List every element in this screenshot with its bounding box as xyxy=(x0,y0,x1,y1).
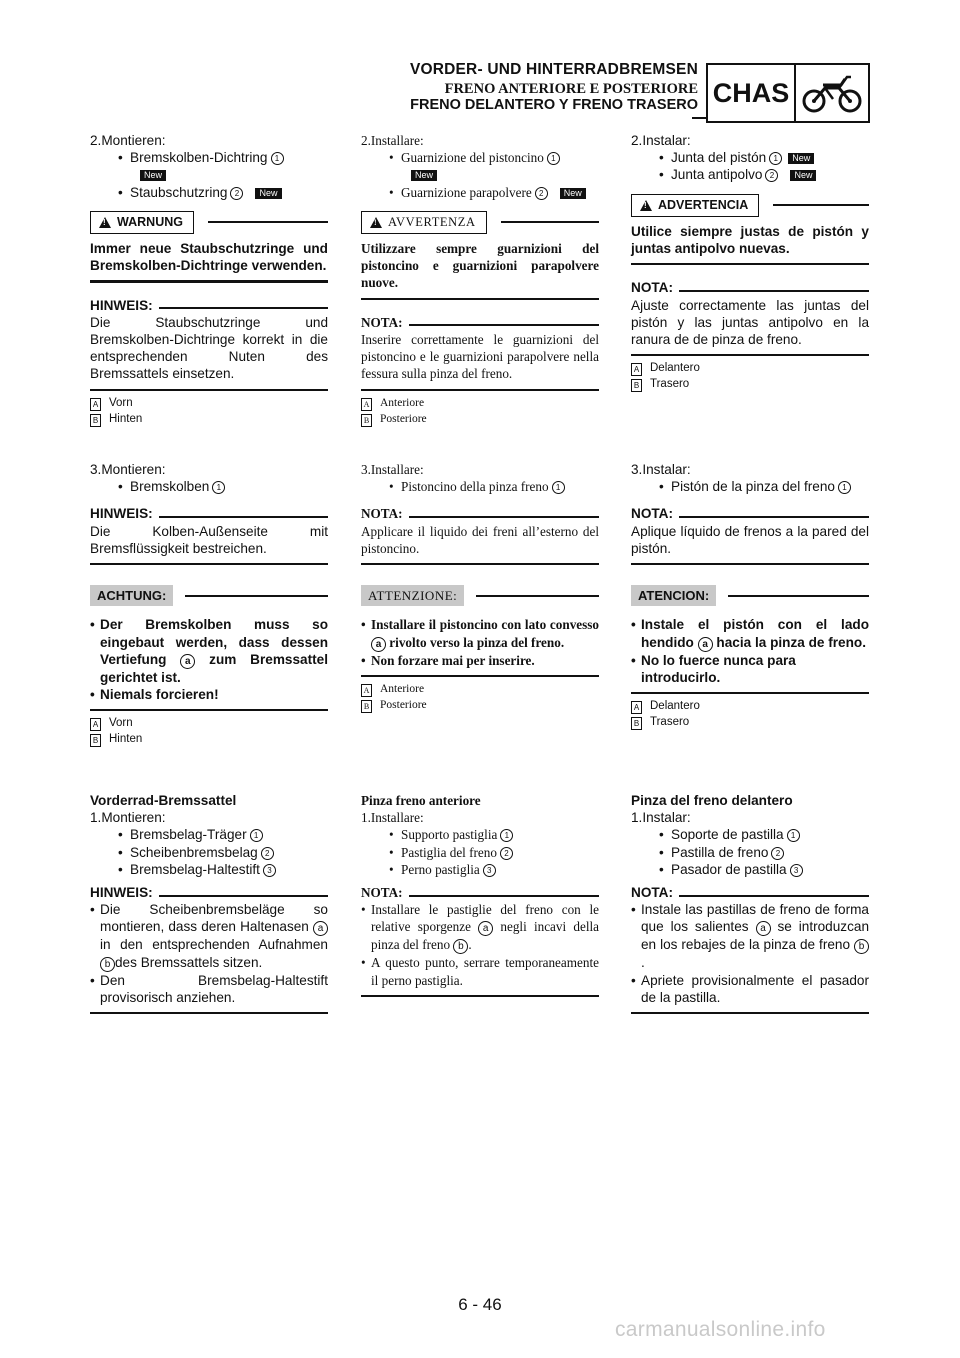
part-name: Pastiglia del freno xyxy=(401,844,497,860)
step-verb: Montieren: xyxy=(101,462,166,477)
list-item: • Bremsbelag-Haltestift 3 xyxy=(90,861,328,878)
legend xyxy=(90,715,328,747)
section-heading: Pinza del freno delantero xyxy=(631,793,793,808)
note-header xyxy=(90,884,328,901)
warning-box xyxy=(361,211,487,234)
ref-number: 1 xyxy=(547,152,560,165)
divider xyxy=(773,204,869,206)
new-badge-row xyxy=(90,166,328,183)
legend-text: Trasero xyxy=(650,378,690,391)
note-text-part: A questo punto, serrare temporaneamente il perno pastiglia. xyxy=(371,955,599,988)
ref-number: 1 xyxy=(250,829,263,842)
note-text-part: Die Scheibenbremsbeläge so montieren, dass deren Haltenasen xyxy=(100,902,328,935)
section-badge xyxy=(706,63,870,123)
legend-key: A xyxy=(90,718,101,731)
note-label: NOTA: xyxy=(631,280,674,296)
step-3 xyxy=(90,461,328,478)
warning-box xyxy=(90,211,194,234)
part-name: Perno pastiglia xyxy=(401,861,480,877)
legend-item xyxy=(361,395,599,411)
step-2 xyxy=(631,132,869,149)
list-item: • Bremskolben-Dichtring 1 xyxy=(90,149,328,166)
note-item: • Apriete provisionalmente el pasador de la pastilla. xyxy=(631,972,869,1005)
motorcycle-icon xyxy=(796,65,868,121)
step-number: 1. xyxy=(90,810,102,826)
legend-text: Anteriore xyxy=(380,396,425,409)
legend-key: A xyxy=(631,363,642,376)
note-text-part: se introduzcan en los rebajes de la pinza de freno xyxy=(641,919,870,953)
note-text-part: Installare le pastiglie del freno con le relative sporgenze xyxy=(371,902,599,935)
divider xyxy=(159,516,328,518)
note-label: HINWEIS: xyxy=(90,885,153,901)
new-badge: New xyxy=(255,188,281,199)
caution-label: ATENCION: xyxy=(631,585,716,606)
divider xyxy=(631,263,869,265)
ref-number: 3 xyxy=(790,864,803,877)
ref-number: 1 xyxy=(212,481,225,494)
legend-item xyxy=(361,411,599,427)
ref-letter: b xyxy=(854,939,869,954)
divider xyxy=(208,221,328,223)
list-item: • Bremskolben 1 xyxy=(90,478,328,495)
caution-item: • No lo fuerce nunca para introducirlo. xyxy=(631,652,869,686)
new-badge: New xyxy=(790,170,816,181)
caution-item: • Der Bremskolben muss so eingebaut werden, dass dessen Vertiefung a zum Bremssattel gerichtet ist. xyxy=(90,617,329,685)
step-number: 1. xyxy=(631,810,643,826)
legend-key: B xyxy=(361,700,372,713)
note-text: Applicare il liquido dei freni all’esterno del pistoncino. xyxy=(361,523,599,556)
list-item: • Junta antipolvo 2 New xyxy=(631,166,869,183)
warning-icon xyxy=(370,217,382,228)
divider xyxy=(631,354,869,356)
divider xyxy=(679,895,869,897)
new-badge: New xyxy=(788,153,814,164)
warning-label: ADVERTENCIA xyxy=(658,197,749,212)
legend xyxy=(90,395,328,427)
note-item: • Instale las pastillas de freno de forma que los salientes a se introduzcan en los rebajes de la pinza de freno b. xyxy=(631,902,870,971)
note-list xyxy=(90,901,328,1006)
note-text-part: . xyxy=(468,937,472,953)
step-verb: Montieren: xyxy=(101,810,166,826)
note-label: HINWEIS: xyxy=(90,506,153,522)
ref-number: 1 xyxy=(500,829,513,842)
caution-header xyxy=(631,585,869,606)
divider xyxy=(185,595,328,597)
divider xyxy=(90,709,328,711)
caution-text-part: rivolto verso la pinza del freno. xyxy=(389,634,565,650)
legend-item xyxy=(90,411,328,427)
legend-key: B xyxy=(361,414,372,427)
legend-key: B xyxy=(631,379,642,392)
ref-number: 1 xyxy=(769,152,782,165)
ref-letter: b xyxy=(453,939,468,954)
divider xyxy=(679,516,869,518)
step-verb: Montieren: xyxy=(101,133,166,148)
step-number: 2. xyxy=(631,133,643,148)
step-2 xyxy=(361,132,599,149)
note-label: NOTA: xyxy=(361,506,403,522)
list-item: • Scheibenbremsbelag 2 xyxy=(90,844,328,861)
note-header xyxy=(631,279,869,296)
part-name: Bremsbelag-Haltestift xyxy=(130,861,260,877)
watermark: carmanualsonline.info xyxy=(615,1318,826,1341)
note-text-part: Apriete provisionalmente el pasador de la pastilla. xyxy=(641,972,869,1005)
ref-number: 2 xyxy=(500,847,513,860)
column-block-3 xyxy=(90,792,328,1014)
note-header xyxy=(90,297,328,314)
ref-number: 3 xyxy=(483,864,496,877)
list-item: • Bremsbelag-Träger 1 xyxy=(90,826,328,843)
note-text-part: Den Bremsbelag-Haltestift provisorisch anziehen. xyxy=(100,972,328,1005)
divider xyxy=(631,692,869,694)
divider xyxy=(476,595,599,597)
part-name: Junta antipolvo xyxy=(671,167,763,183)
note-label: NOTA: xyxy=(631,885,674,901)
step-verb: Instalar: xyxy=(642,133,691,148)
step-2 xyxy=(90,132,328,149)
ref-number: 2 xyxy=(771,847,784,860)
list-item: • Pistón de la pinza del freno 1 xyxy=(631,478,869,495)
column-german xyxy=(90,132,328,427)
note-label: HINWEIS: xyxy=(90,297,153,313)
caution-text xyxy=(361,616,599,668)
caution-header xyxy=(361,585,599,606)
column-italian xyxy=(361,132,599,427)
legend-key: A xyxy=(361,684,372,697)
new-badge: New xyxy=(411,170,437,181)
warning-header xyxy=(631,194,869,217)
ref-number: 3 xyxy=(263,864,276,877)
header-title-it: FRENO ANTERIORE E POSTERIORE xyxy=(444,81,698,97)
legend-text: Anteriore xyxy=(380,683,425,695)
list-item: • Perno pastiglia 3 xyxy=(361,861,599,878)
part-name: Soporte de pastilla xyxy=(671,827,784,843)
new-badge-row xyxy=(361,166,599,183)
divider xyxy=(679,290,869,292)
legend-item xyxy=(90,731,328,747)
header-title-de: VORDER- UND HINTERRADBREMSEN xyxy=(409,61,698,78)
legend-item xyxy=(631,698,869,714)
caution-text-part: hacia la pinza de freno. xyxy=(716,634,866,650)
step-1 xyxy=(631,809,869,826)
divider xyxy=(90,389,328,391)
caution-text-part: Niemals forcieren! xyxy=(100,687,219,703)
divider xyxy=(90,563,328,565)
legend-key: A xyxy=(90,398,101,411)
note-header xyxy=(361,505,599,522)
step-number: 1. xyxy=(361,810,371,826)
divider xyxy=(409,895,599,897)
ref-number: 2 xyxy=(261,847,274,860)
part-name: Pistoncino della pinza freno xyxy=(401,479,549,495)
list-item: • Pasador de pastilla 3 xyxy=(631,861,869,878)
caution-header xyxy=(90,585,328,606)
caution-text-part: Installare il pistoncino con lato convesso xyxy=(371,617,599,633)
step-number: 2. xyxy=(361,133,371,148)
ref-letter: a xyxy=(371,637,386,652)
part-name: Pasador de pastilla xyxy=(671,861,787,877)
legend-item xyxy=(361,681,599,697)
legend-key: A xyxy=(631,701,642,714)
legend-text: Posteriore xyxy=(380,412,427,425)
note-header xyxy=(361,314,599,331)
step-3 xyxy=(361,461,599,478)
divider xyxy=(501,221,599,223)
part-name: Pistón de la pinza del freno xyxy=(671,479,835,495)
note-item: • A questo punto, serrare temporaneamente il perno pastiglia. xyxy=(361,955,599,988)
ref-letter: a xyxy=(698,637,713,652)
divider xyxy=(728,595,869,597)
list-item: • Pastilla de freno 2 xyxy=(631,844,869,861)
column-spanish xyxy=(631,132,869,392)
ref-number: 2 xyxy=(230,187,243,200)
note-text-part: Instale las pastillas de freno de forma que los salientes xyxy=(641,902,869,935)
divider xyxy=(361,389,599,391)
note-header xyxy=(90,505,328,522)
legend-item xyxy=(90,395,328,411)
warning-header xyxy=(361,211,599,234)
warning-box xyxy=(631,194,759,217)
step-number: 3. xyxy=(90,462,102,477)
note-header xyxy=(631,884,869,901)
part-name: Scheibenbremsbelag xyxy=(130,844,258,860)
ref-number: 2 xyxy=(765,169,778,182)
legend-text: Vorn xyxy=(109,396,133,409)
warning-icon xyxy=(99,217,111,228)
step-1 xyxy=(90,809,328,826)
list-item: • Junta del pistón 1 New xyxy=(631,149,869,166)
legend-item xyxy=(361,697,599,713)
divider xyxy=(90,1012,328,1014)
divider xyxy=(90,280,328,282)
caution-item: • Instale el pistón con el lado hendido a hacia la pinza de freno. xyxy=(631,617,869,650)
step-number: 3. xyxy=(361,462,371,477)
list-item: • Staubschutzring 2 New xyxy=(90,184,328,201)
divider xyxy=(361,298,599,300)
part-name: Bremskolben-Dichtring xyxy=(130,150,268,166)
note-label: NOTA: xyxy=(361,314,403,330)
step-verb: Installare: xyxy=(370,462,424,477)
ref-number: 1 xyxy=(271,152,284,165)
divider xyxy=(409,324,599,326)
list-item: • Guarnizione parapolvere 2 New xyxy=(361,184,599,201)
warning-text: Utilice siempre justas de pistón y juntas antipolvo nuevas. xyxy=(631,223,869,257)
caution-label: ATTENZIONE: xyxy=(361,585,464,606)
legend xyxy=(631,698,869,730)
ref-number: 2 xyxy=(535,187,548,200)
note-list xyxy=(361,901,599,989)
note-header xyxy=(361,884,599,901)
note-text-part: des Bremssattels sitzen. xyxy=(115,954,263,970)
ref-number: 1 xyxy=(787,829,800,842)
caution-item: • Non forzare mai per inserire. xyxy=(361,652,535,668)
legend-text: Trasero xyxy=(650,716,690,729)
list-item: • Guarnizione del pistoncino 1 xyxy=(361,149,599,166)
ref-letter: a xyxy=(756,921,771,936)
caution-text xyxy=(631,616,869,686)
caution-text-part: No lo fuerce nunca para introducirlo. xyxy=(641,652,796,685)
divider xyxy=(631,563,869,565)
ref-letter: a xyxy=(180,654,195,669)
section-heading: Vorderrad-Bremssattel xyxy=(90,793,237,808)
column-block-3 xyxy=(361,792,599,997)
step-verb: Installare: xyxy=(370,133,424,148)
ref-letter: a xyxy=(478,921,493,936)
step-verb: Instalar: xyxy=(642,462,691,477)
divider xyxy=(159,895,328,897)
divider xyxy=(361,675,599,677)
new-badge: New xyxy=(560,188,586,199)
legend-item xyxy=(631,376,869,392)
legend-text: Hinten xyxy=(109,412,143,425)
column-block-3 xyxy=(631,792,869,1014)
page-number: 6 - 46 xyxy=(458,1295,502,1314)
ref-number: 1 xyxy=(552,481,565,494)
note-text: Die Staubschutzringe und Bremskolben-Dichtringe korrekt in die entsprechenden Nuten des Bremssattels einsetzen. xyxy=(90,314,328,382)
caution-text-part: zum Bremssattel gerichtet ist. xyxy=(100,651,329,685)
legend-text: Vorn xyxy=(109,717,133,730)
note-item: • Die Scheibenbremsbeläge so montieren, dass deren Haltenasen a in den entsprechenden Aufnahmen b des Bremssattels sitzen. xyxy=(90,902,328,970)
divider xyxy=(361,563,599,565)
ref-number: 1 xyxy=(838,481,851,494)
legend-key: B xyxy=(631,717,642,730)
legend-text: Delantero xyxy=(650,362,700,375)
note-list xyxy=(631,901,869,1006)
caution-item: • Installare il pistoncino con lato convesso a rivolto verso la pinza del freno. xyxy=(361,617,599,650)
step-number: 3. xyxy=(631,462,643,477)
legend-key: B xyxy=(90,414,101,427)
part-name: Pastilla de freno xyxy=(671,844,769,860)
column-block-2 xyxy=(90,461,328,747)
legend-text: Hinten xyxy=(109,733,143,746)
note-label: NOTA: xyxy=(631,506,674,522)
step-number: 2. xyxy=(90,133,102,148)
note-text-part: . xyxy=(641,955,645,971)
list-item: • Soporte de pastilla 1 xyxy=(631,826,869,843)
warning-text: Utilizzare sempre guarnizioni del pistoncino e guarnizioni parapolvere nuove. xyxy=(361,241,599,291)
note-label: NOTA: xyxy=(361,885,403,901)
list-item: • Pistoncino della pinza freno 1 xyxy=(361,478,599,495)
caution-text-part: Instale el pistón con el lado hendido xyxy=(641,617,869,650)
column-block-2 xyxy=(631,461,869,730)
caution-label: ACHTUNG: xyxy=(90,585,173,606)
part-name: Guarnizione parapolvere xyxy=(401,184,532,200)
note-item: • Den Bremsbelag-Haltestift provisorisch anziehen. xyxy=(90,972,328,1005)
caution-text-part: Non forzare mai per inserire. xyxy=(371,652,535,668)
legend-key: A xyxy=(361,398,372,411)
header-title-es: FRENO DELANTERO Y FRENO TRASERO xyxy=(410,97,698,113)
step-3 xyxy=(631,461,869,478)
divider xyxy=(631,1012,869,1014)
legend-text: Delantero xyxy=(650,700,700,713)
caution-text-part: Der Bremskolben muss so eingebaut werden, dass dessen Vertiefung xyxy=(100,617,328,667)
part-name: Guarnizione del pistoncino xyxy=(401,150,544,166)
new-badge: New xyxy=(140,170,166,181)
divider xyxy=(409,516,599,518)
section-heading: Pinza freno anteriore xyxy=(361,793,481,808)
part-name: Junta del pistón xyxy=(671,150,767,166)
step-verb: Instalar: xyxy=(642,810,691,826)
step-verb: Installare: xyxy=(370,810,424,826)
caution-item: • Niemals forcieren! xyxy=(90,687,219,703)
legend xyxy=(361,395,599,427)
divider xyxy=(159,307,328,309)
note-text: Ajuste correctamente las juntas del pistón y las juntas antipolvo en la ranura de de pinza de freno. xyxy=(631,297,869,348)
ref-letter: a xyxy=(313,921,328,936)
legend-item xyxy=(631,360,869,376)
warning-text: Immer neue Staubschutzringe und Bremskolben-Dichtringe verwenden. xyxy=(90,241,328,274)
note-text: Aplique líquido de frenos a la pared del pistón. xyxy=(631,523,869,556)
list-item: • Supporto pastiglia 1 xyxy=(361,826,599,843)
warning-label: WARNUNG xyxy=(117,214,183,229)
ref-letter: b xyxy=(100,957,115,972)
divider xyxy=(361,995,599,997)
note-text-part: negli incavi della pinza del freno xyxy=(371,919,599,953)
part-name: Staubschutzring xyxy=(130,184,228,200)
note-header xyxy=(631,505,869,522)
list-item: • Pastiglia del freno 2 xyxy=(361,844,599,861)
step-1 xyxy=(361,809,599,826)
caution-text xyxy=(90,616,328,703)
legend-key: B xyxy=(90,734,101,747)
note-text: Inserire correttamente le guarnizioni del pistoncino e le guarnizioni parapolvere nella fessura sulla pinza del freno. xyxy=(361,332,599,382)
part-name: Supporto pastiglia xyxy=(401,827,498,843)
part-name: Bremsbelag-Träger xyxy=(130,827,247,843)
note-item: • Installare le pastiglie del freno con le relative sporgenze a negli incavi della pinza del freno b . xyxy=(361,902,599,953)
legend-item xyxy=(90,715,328,731)
note-text: Die Kolben-Außenseite mit Bremsflüssigkeit bestreichen. xyxy=(90,523,328,556)
legend xyxy=(631,360,869,392)
part-name: Bremskolben xyxy=(130,479,210,495)
legend xyxy=(361,681,599,713)
legend-item xyxy=(631,714,869,730)
section-label: CHAS xyxy=(708,65,796,121)
warning-header xyxy=(90,211,328,234)
note-text-part: in den entsprechenden Aufnahmen xyxy=(100,937,328,953)
warning-icon xyxy=(640,200,652,211)
warning-label: AVVERTENZA xyxy=(388,214,476,229)
legend-text: Posteriore xyxy=(380,699,427,711)
column-block-2 xyxy=(361,461,599,713)
